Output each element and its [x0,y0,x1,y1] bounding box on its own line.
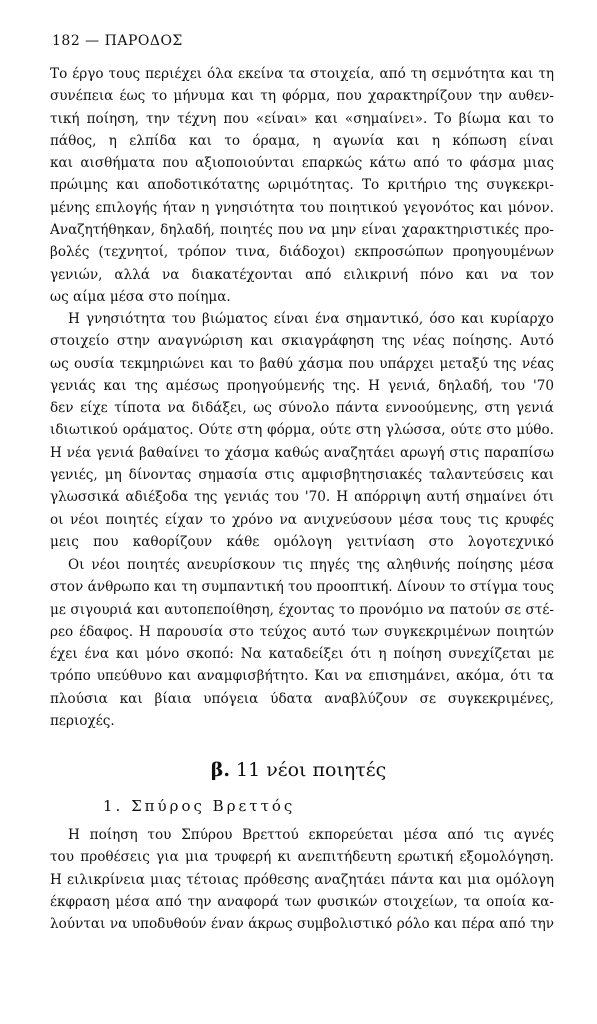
text-line: γλωσσικά αδιέξοδα της γενιάς του '70. Η απόρριψη αυτή σημαίνει ότι [50,489,554,506]
text-line: ρεο έδαφος. Η παρουσία στο τεύχος αυτό των συγκεκριμένων ποιητών [50,623,554,640]
text-line: ως αίμα μέσα στο ποίημα. [50,288,231,305]
text-line: του προθέσεις για μια τρυφερή κι ανεπιτήδευτη ερωτική εξομολόγηση. [50,849,554,866]
text-line: γενιάς και της αμέσως προηγούμενής της. Η γενιά, δηλαδή, του '70 [50,377,554,394]
text-line: ως ουσία τεκμηριώνει και το βαθύ χάσμα που υπάρχει μεταξύ της νέας [50,355,554,372]
text-line: Η νέα γενιά βαθαίνει το χάσμα καθώς αναζητάει αρωγή στις παραπίσω [50,444,554,461]
text-line: τρόπο υπεύθυνο και αναμφισβήτητο. Και να επισημάνει, ακόμα, ότι τα [50,668,554,685]
text-line: δεν είχε τίποτα να διδάξει, ως σύνολο πάντα εννοούμενης, στη γενιά [50,400,554,417]
paragraph-3 [50,554,554,732]
text-line: μένης επιλογής ήταν η γνησιότητα του ποιητικού γεγονότος και μόνον. [50,199,554,216]
text-line: Η γνησιότητα του βιώματος είναι ένα σημαντικό, όσο και κυρίαρχο [68,311,554,327]
text-line: Αναζητήθηκαν, δηλαδή, ποιητές που να μην είναι χαρακτηριστικές προ- [50,222,554,239]
text-line: Η ειλικρίνεια μιας τέτοιας πρόθεσης αναζητάει πάντα και μια ομόλογη [50,871,554,888]
text-line: περιοχές. [50,713,115,730]
poet-subheading: 1. Σπύρος Βρεττός [103,797,296,815]
text-line: πάθος, η ελπίδα και το όραμα, η αγωνία και η κόπωση είναι [50,132,554,149]
text-line: Οι νέοι ποιητές ανευρίσκουν τις πηγές της αληθινής ποίησης μέσα [68,557,554,573]
text-line: και αισθήματα που αξιοποιούνται επαρκώς κάτω από το φάσμα μιας [50,155,554,172]
text-line: γενιών, αλλά να διακατέχονται από ειλικρινή πόνο και να τον [50,266,554,283]
paragraph-2 [50,308,554,553]
section-heading [0,759,597,781]
text-line: στον άνθρωπο και τη συμπαντική του προοπτική. Δίνουν το στίγμα τους [50,579,554,596]
text-line: οι νέοι ποιητές είχαν το χρόνο να ανιχνεύσουν μέσα τους τις κρυφές [50,511,554,528]
text-line: γενιές, μη δίνοντας σημασία στις αμφισβητησιακές ταλαντεύσεις και [50,467,554,484]
paragraph-1 [50,63,554,308]
text-line: έκφραση μέσα από την αναφορά των φυσικών στοιχείων, τα οποία κα- [50,893,554,910]
text-line: μεις που καθορίζουν κάθε ομόλογη γειτνίαση στο λογοτεχνικό [50,533,554,550]
text-line: πλούσια και βίαια υπόγεια ύδατα αναβλύζουν σε συγκεκριμένες, [50,690,554,707]
paragraph-4 [50,824,554,935]
text-line: ιδιωτικού οράματος. Ούτε στη φόρμα, ούτε στη γλώσσα, ούτε στο μύθο. [50,422,554,439]
text-line: συνέπεια έως το μήνυμα και τη φόρμα, που χαρακτηρίζουν την αυθεν- [50,88,554,105]
text-line: Η ποίηση του Σπύρου Βρεττού εκπορεύεται μέσα από τις αγνές [68,827,554,843]
running-head: 182 — ΠΑΡΟΔΟΣ [52,33,183,49]
text-line: λούνται να υποδυθούν έναν άκρως συμβολιστικό ρόλο και πέρα από την [50,916,554,933]
text-line: στοιχείο στην αναγνώριση και σκιαγράφηση της νέας ποίησης. Αυτό [50,333,554,350]
text-line: Το έργο τους περιέχει όλα εκείνα τα στοιχεία, από τη σεμνότητα και τη [50,66,554,82]
text-line: έχει ένα και μόνο σκοπό: Να καταδείξει ότι η ποίηση συνεχίζεται με [50,646,554,663]
text-line: πρώιμης και αποδοτικότατης ωριμότητας. Το κριτήριο της συγκεκρι- [50,177,554,194]
text-line: βολές (τεχνητοί, τρόπον τινα, διάδοχοι) εκπροσώπων προηγουμένων [50,244,554,261]
section-title: 11 νέοι ποιητές [235,759,387,781]
text-line: τική ποίηση, την τέχνη που «είναι» και «σημαίνει». Το βίωμα και το [50,110,554,127]
text-line: με σιγουριά και αυτοπεποίθηση, έχοντας το προνόμιο να πατούν σε στέ- [50,601,554,618]
section-letter: β. [210,759,230,781]
